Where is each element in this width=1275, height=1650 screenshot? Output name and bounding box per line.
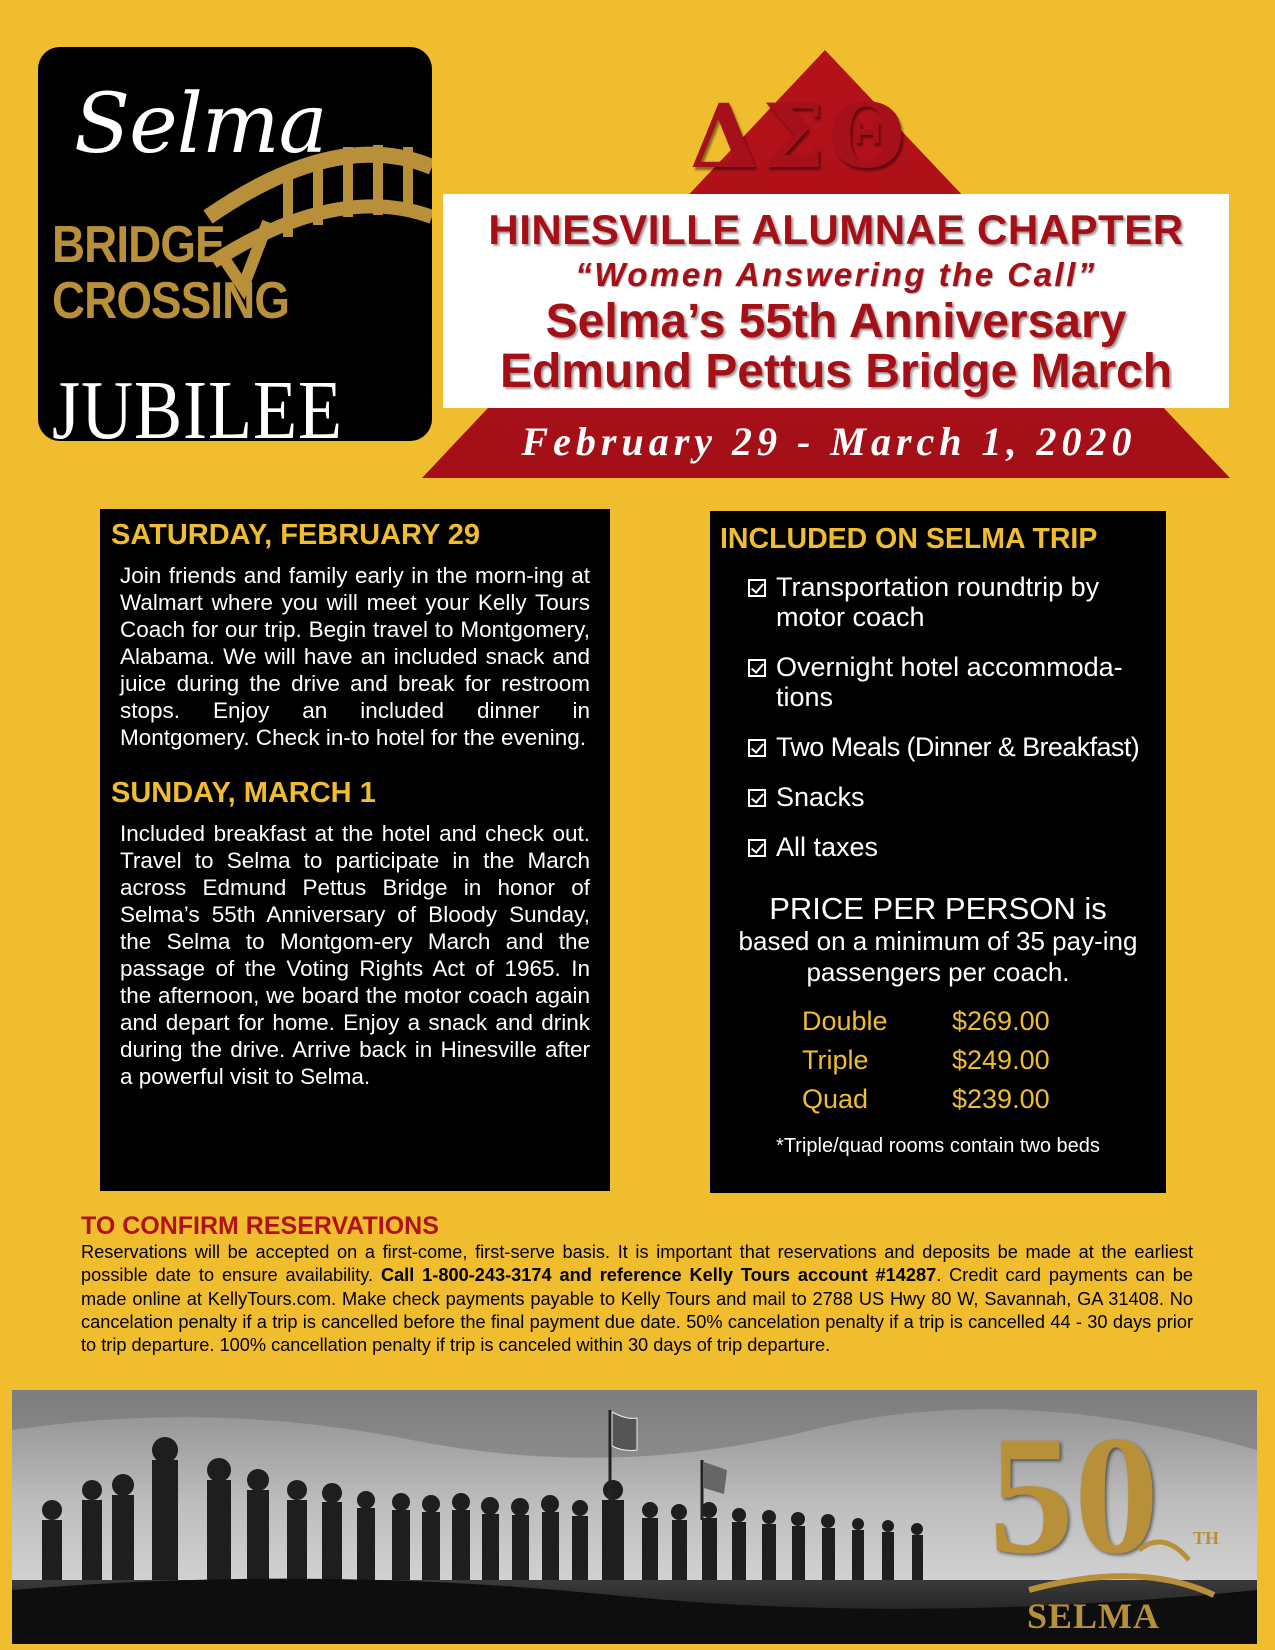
rate-table	[802, 1002, 1156, 1119]
rate-type: Triple	[802, 1045, 869, 1075]
seal-superscript: TH	[1192, 1528, 1219, 1548]
price-block	[720, 892, 1156, 988]
logo-line-crossing: CROSSING	[52, 272, 290, 330]
historic-march-photo	[12, 1390, 1257, 1644]
logo-line-bridge: BRIDGE	[52, 216, 225, 274]
checkbox-icon	[748, 579, 766, 597]
rate-type: Quad	[802, 1084, 869, 1114]
checkbox-icon	[748, 739, 766, 757]
anniversary-title: Selma’s 55th Anniversary	[545, 295, 1127, 348]
rate-row	[802, 1002, 1156, 1041]
included-item	[748, 832, 1156, 862]
price-subtitle: based on a minimum of 35 pay-ing passengers per coach.	[738, 926, 1138, 987]
checkbox-icon	[748, 839, 766, 857]
rate-note: *Triple/quad rooms contain two beds	[776, 1135, 1100, 1157]
included-heading: INCLUDED ON SELMA TRIP	[720, 523, 1098, 555]
saturday-text: Join friends and family early in the morn-ing at Walmart where you will meet your Kelly Tours Coach for our trip. Begin travel to Montgomery, Alabama. We will have an included snack and juice during the drive and break for restroom stops. Enjoy an included dinner in Montgomery. Check in-to hotel for the evening.	[120, 563, 590, 750]
event-dates: February 29 - March 1, 2020	[521, 419, 1137, 464]
included-item	[748, 732, 1156, 762]
reservations-text-part1: Reservations will be accepted on a first-come, first-serve basis. It is important that reservations and deposits be made at the earliest possible date to ensure availability.	[81, 1242, 1193, 1286]
reservations-text-part2: . Credit card payments can be made online at KellyTours.com. Make check payments payable to Kelly Tours and mail to 2788 US Hwy 80 W, Savannah, GA 31408. No cancelation penalty if a trip is cancelled before the final payment due date. 50% cancelation penalty if a trip is cancelled 44 - 30 days prior to trip departure. 100% cancellation penalty if trip is canceled within 30 days of trip departure.	[81, 1265, 1193, 1356]
chapter-motto: “Women Answering the Call”	[575, 256, 1097, 293]
logo-line-jubilee: JUBILEE	[52, 364, 343, 441]
sorority-greek-letters: ΔΣΘ	[690, 84, 910, 188]
included-item	[748, 572, 1156, 632]
included-list	[720, 572, 1156, 862]
reservations-call-info: Call 1-800-243-3174 and reference Kelly Tours account #14287	[380, 1265, 937, 1286]
logo-script-word: Selma	[74, 77, 327, 172]
header-box	[443, 194, 1229, 408]
selma-50th-seal	[989, 1401, 1221, 1640]
saturday-heading: SATURDAY, FEBRUARY 29	[111, 519, 481, 551]
checkbox-icon	[748, 659, 766, 677]
included-item	[748, 782, 1156, 812]
seal-number: 50	[989, 1401, 1159, 1589]
included-box	[710, 511, 1166, 1193]
included-item-label: All taxes	[776, 832, 879, 862]
selma-jubilee-logo	[38, 47, 432, 441]
reservations-heading: TO CONFIRM RESERVATIONS	[81, 1212, 439, 1240]
rate-price: $269.00	[952, 1006, 1050, 1036]
schedule-box	[100, 509, 610, 1191]
reservations-text	[81, 1241, 1193, 1357]
included-item-label: Overnight hotel accommoda-tions	[776, 652, 1123, 712]
chapter-name: HINESVILLE ALUMNAE CHAPTER	[488, 206, 1184, 253]
checkbox-icon	[748, 789, 766, 807]
sunday-text: Included breakfast at the hotel and check out. Travel to Selma to participate in the March across Edmund Pettus Bridge in honor of Selma’s 55th Anniversary of Bloody Sunday, the Selma to Montgom-ery March and the passage of the Voting Rights Act of 1965. In the afternoon, we board the motor coach again and depart for home. Enjoy a snack and drink during the drive. Arrive back in Hinesville after a powerful visit to Selma.	[120, 821, 590, 1089]
event-title: Edmund Pettus Bridge March	[499, 345, 1173, 398]
included-item-label: Snacks	[776, 782, 865, 812]
included-item-label: Transportation roundtrip by motor coach	[776, 572, 1100, 632]
sunday-heading: SUNDAY, MARCH 1	[111, 777, 376, 809]
rate-price: $249.00	[952, 1045, 1050, 1075]
price-title: PRICE PER PERSON is	[769, 891, 1107, 926]
rate-row	[802, 1041, 1156, 1080]
included-item-label: Two Meals (Dinner & Breakfast)	[776, 732, 1140, 762]
rate-price: $239.00	[952, 1084, 1050, 1114]
included-item	[748, 652, 1156, 712]
seal-word: SELMA	[1027, 1596, 1161, 1636]
rate-type: Double	[802, 1006, 888, 1036]
rate-row	[802, 1080, 1156, 1119]
